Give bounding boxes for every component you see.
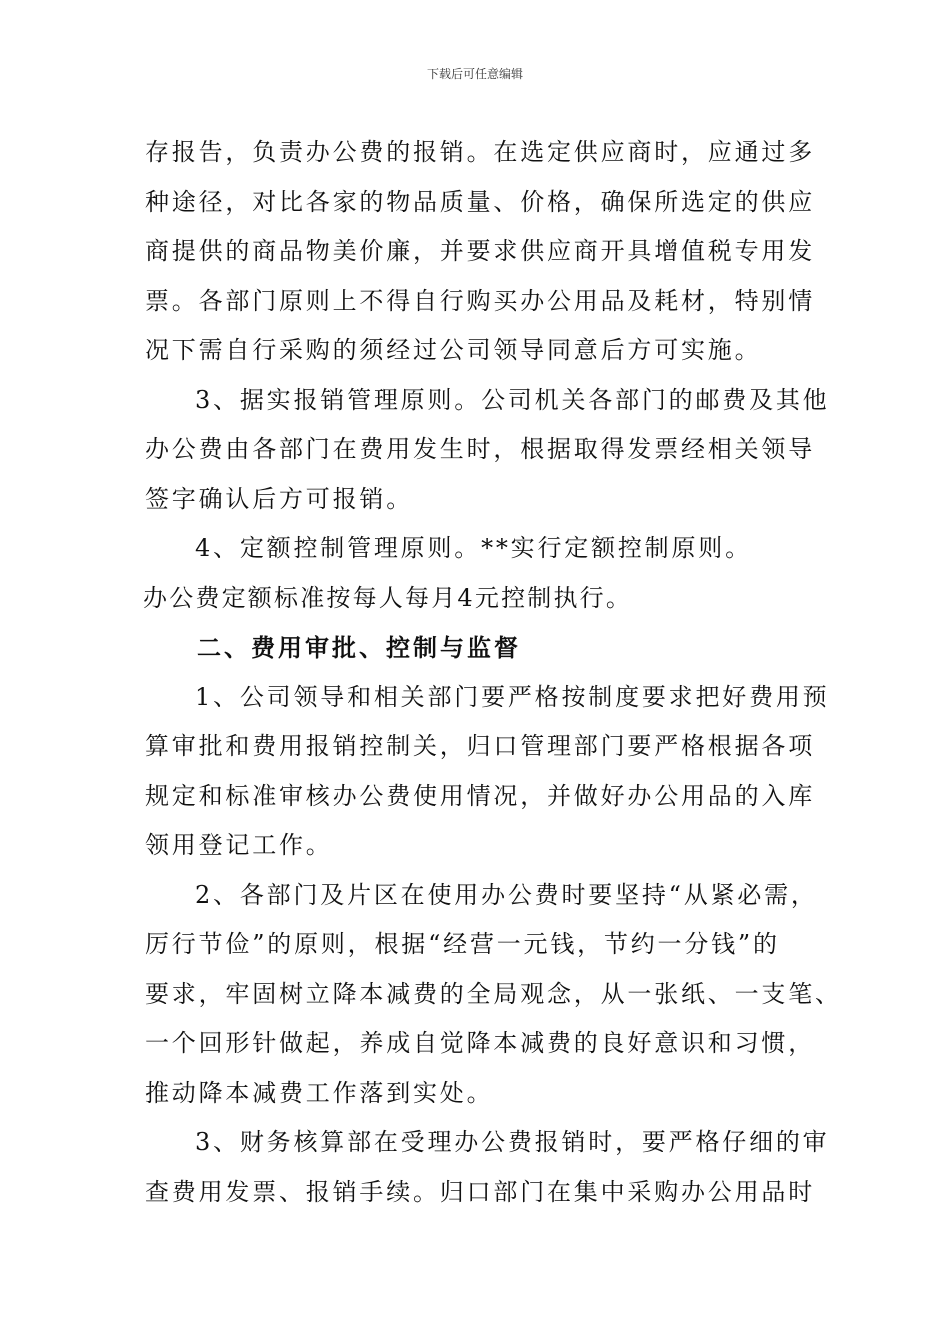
body-line: 领用登记工作。 (145, 831, 333, 859)
body-line: 况下需自行采购的须经过公司领导同意后方可实施。 (145, 336, 762, 364)
body-line: 推动降本减费工作落到实处。 (145, 1078, 494, 1107)
body-line: 种途径，对比各家的物品质量、价格，确保所选定的供应 (145, 187, 815, 216)
body-line: 票。各部门原则上不得自行购买办公用品及耗材，特别情 (145, 286, 815, 315)
body-line: 厉行节俭”的原则，根据“经营一元钱，节约一分钱”的 (145, 930, 780, 958)
paragraph-start: 4、定额控制管理原则。**实行定额控制原则。 (195, 534, 752, 562)
body-line: 算审批和费用报销控制关，归口管理部门要严格根据各项 (145, 732, 815, 760)
body-line: 规定和标准审核办公费使用情况，并做好办公用品的入库 (145, 781, 815, 810)
document-body (143, 128, 842, 1217)
body-line: 办公费由各部门在费用发生时，根据取得发票经相关领导 (145, 435, 815, 463)
body-line: 要求，牢固树立降本减费的全局观念，从一张纸、一支笔、 (145, 979, 842, 1008)
body-line: 办公费定额标准按每人每月4元控制执行。 (143, 583, 633, 612)
paragraph-start: 1、公司领导和相关部门要严格按制度要求把好费用预 (195, 682, 830, 711)
body-line: 一个回形针做起，养成自觉降本减费的良好意识和习惯， (145, 1029, 815, 1057)
paragraph-start: 2、各部门及片区在使用办公费时要坚持“从紧必需， (195, 880, 818, 909)
body-line: 存报告，负责办公费的报销。在选定供应商时，应通过多 (145, 138, 815, 166)
paragraph-start: 3、财务核算部在受理办公费报销时，要严格仔细的审 (195, 1128, 830, 1156)
body-line: 查费用发票、报销手续。归口部门在集中采购办公用品时 (145, 1177, 815, 1206)
body-line: 签字确认后方可报销。 (145, 484, 413, 513)
paragraph-start: 3、据实报销管理原则。公司机关各部门的邮费及其他 (195, 385, 830, 414)
body-line: 商提供的商品物美价廉，并要求供应商开具增值税专用发 (145, 237, 815, 265)
page-header: 下载后可任意编辑 (426, 67, 523, 81)
section-heading: 二、费用审批、控制与监督 (197, 633, 521, 662)
